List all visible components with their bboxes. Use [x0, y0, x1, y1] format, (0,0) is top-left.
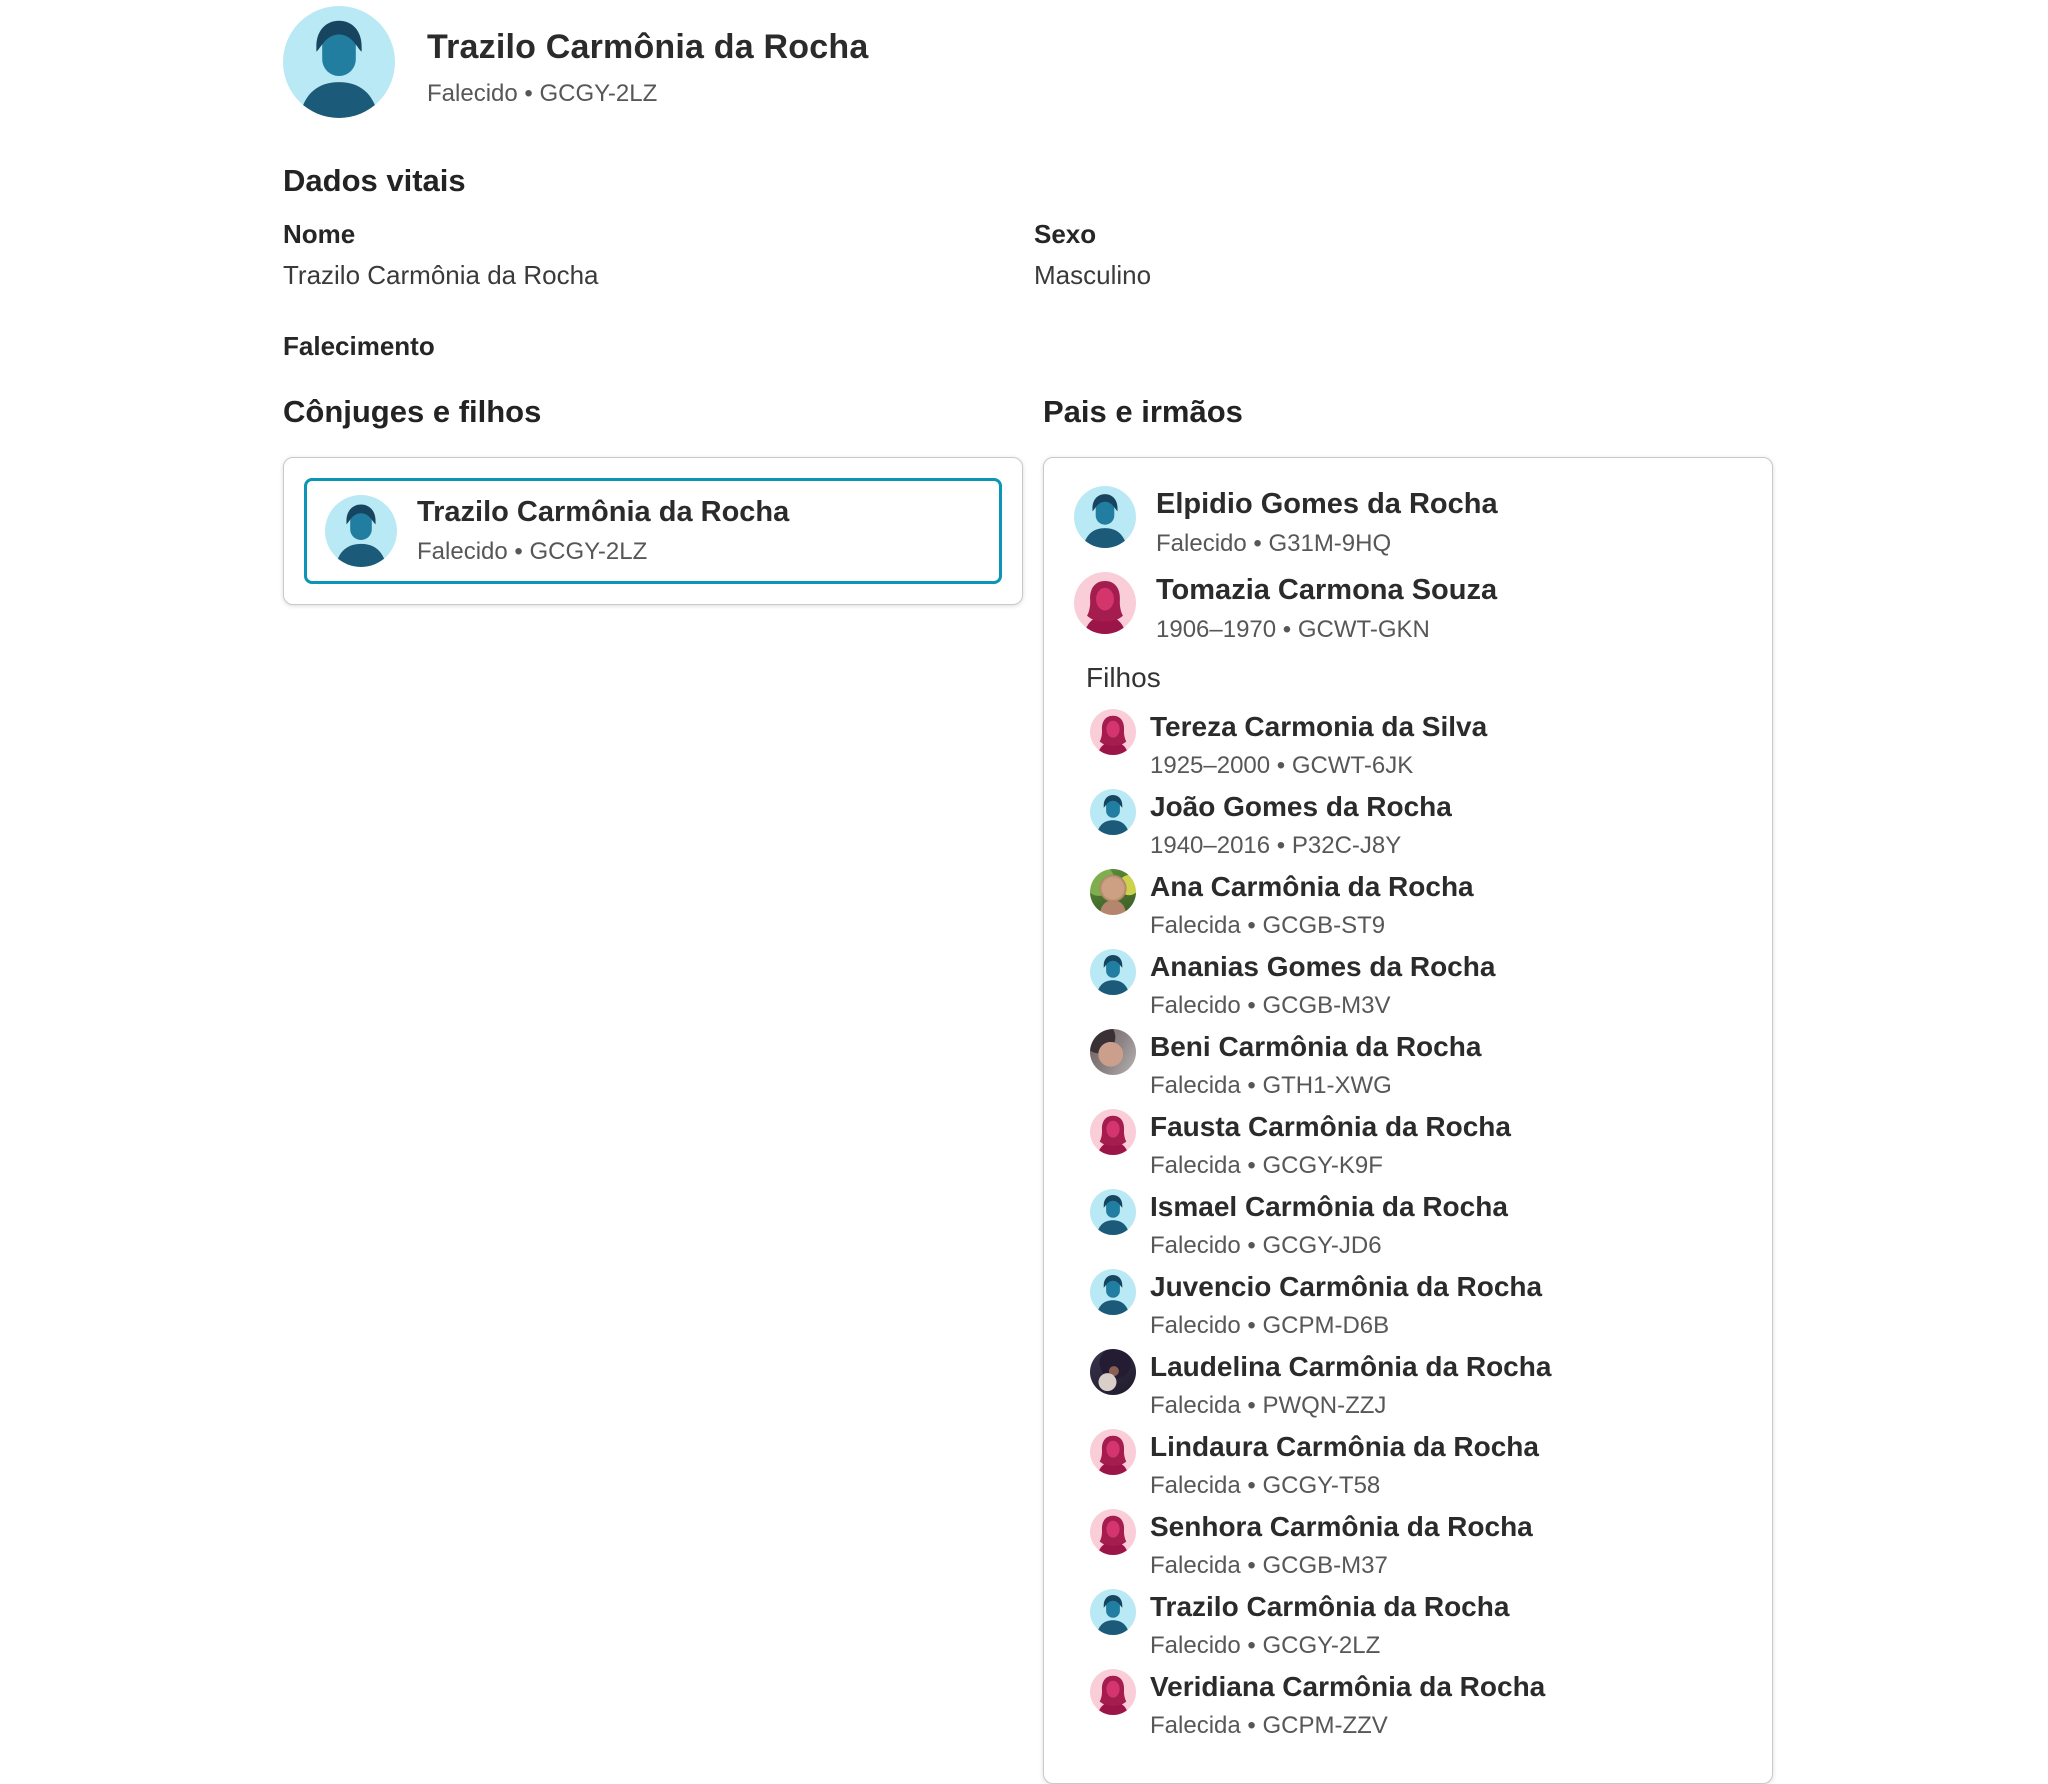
- person-row-text: [1150, 1269, 1542, 1340]
- family-columns: [283, 394, 1773, 1784]
- female-avatar-icon: [1090, 1509, 1136, 1555]
- selected-person-text: [417, 496, 789, 566]
- person-status-line: 1906–1970 • GCWT-GKN: [1156, 616, 1430, 643]
- person-name: Tereza Carmonia da Silva: [1150, 711, 1488, 742]
- person-row-text: [1150, 1509, 1533, 1580]
- person-row-text: [1150, 789, 1452, 860]
- vitals-name-field: [283, 219, 1034, 291]
- female-avatar-icon: [1090, 1669, 1136, 1715]
- family-heading: Pais e irmãos: [1043, 394, 1243, 429]
- person-row-text: [1156, 572, 1497, 644]
- person-row[interactable]: [1090, 1509, 1742, 1580]
- male-avatar-icon: [325, 495, 397, 567]
- photo-avatar: [1090, 1029, 1136, 1075]
- person-name: Elpidio Gomes da Rocha: [1156, 488, 1498, 520]
- person-row[interactable]: [1074, 572, 1742, 644]
- person-status-line: 1940–2016 • P32C-J8Y: [1150, 832, 1402, 859]
- children-list: [1074, 709, 1742, 1740]
- person-status-line: Falecido • GCGY-2LZ: [1150, 1632, 1381, 1659]
- person-status-line: Falecida • GCGY-T58: [1150, 1472, 1381, 1499]
- person-row-text: [1156, 486, 1498, 558]
- person-name: Trazilo Carmônia da Rocha: [427, 28, 869, 66]
- person-row[interactable]: [1090, 709, 1742, 780]
- female-avatar-icon: [1074, 572, 1136, 634]
- person-name: Trazilo Carmônia da Rocha: [417, 496, 790, 528]
- photo-avatar: [1090, 869, 1136, 915]
- person-row[interactable]: [1090, 1589, 1742, 1660]
- male-avatar-icon: [1090, 1189, 1136, 1235]
- male-avatar-icon: [1090, 949, 1136, 995]
- person-name: Veridiana Carmônia da Rocha: [1150, 1671, 1546, 1702]
- person-name: Beni Carmônia da Rocha: [1150, 1031, 1482, 1062]
- person-row-text: [1150, 949, 1495, 1020]
- person-name: Lindaura Carmônia da Rocha: [1150, 1431, 1539, 1462]
- person-name: Fausta Carmônia da Rocha: [1150, 1111, 1511, 1142]
- vitals-sex-field: [1034, 219, 1771, 291]
- children-heading: Filhos: [1086, 662, 1161, 693]
- name-label: Nome: [283, 219, 356, 249]
- vitals-section: [283, 163, 1771, 362]
- person-name: Laudelina Carmônia da Rocha: [1150, 1351, 1552, 1382]
- parents-siblings-column: [1043, 394, 1773, 1784]
- person-status-line: Falecido • GCPM-D6B: [1150, 1312, 1390, 1339]
- person-status-line: Falecida • PWQN-ZZJ: [1150, 1392, 1387, 1419]
- person-status-line: Falecido • GCGY-JD6: [1150, 1232, 1382, 1259]
- person-status-line: 1925–2000 • GCWT-6JK: [1150, 752, 1414, 779]
- person-row[interactable]: [1090, 1429, 1742, 1500]
- person-name: Trazilo Carmônia da Rocha: [1150, 1591, 1510, 1622]
- female-avatar-icon: [1090, 1109, 1136, 1155]
- person-name: Ana Carmônia da Rocha: [1150, 871, 1474, 902]
- spouses-column: [283, 394, 1023, 605]
- sex-label: Sexo: [1034, 219, 1097, 249]
- person-row-text: [1150, 1669, 1545, 1740]
- person-status-line: Falecido • GCGB-M3V: [1150, 992, 1391, 1019]
- selected-person-card[interactable]: [304, 478, 1002, 584]
- person-name: Ismael Carmônia da Rocha: [1150, 1191, 1508, 1222]
- person-name: Tomazia Carmona Souza: [1156, 574, 1498, 606]
- person-status-line: Falecida • GTH1-XWG: [1150, 1072, 1392, 1099]
- person-status-line: Falecido • GCGY-2LZ: [417, 538, 648, 565]
- person-row[interactable]: [1090, 869, 1742, 940]
- person-status-line: Falecida • GCPM-ZZV: [1150, 1712, 1388, 1739]
- person-row[interactable]: [1090, 1189, 1742, 1260]
- sex-value: Masculino: [1034, 260, 1152, 290]
- person-row[interactable]: [1090, 1349, 1742, 1420]
- person-row[interactable]: [1090, 949, 1742, 1020]
- person-status-line: Falecido • GCGY-2LZ: [427, 80, 658, 107]
- person-row[interactable]: [1090, 789, 1742, 860]
- person-name: Ananias Gomes da Rocha: [1150, 951, 1496, 982]
- vitals-death-field: [283, 331, 1771, 362]
- vitals-heading: Dados vitais: [283, 163, 466, 198]
- person-row[interactable]: [1090, 1269, 1742, 1340]
- spouses-heading: Cônjuges e filhos: [283, 394, 542, 429]
- spouses-card: [283, 457, 1023, 605]
- person-row-text: [1150, 1189, 1508, 1260]
- person-name: João Gomes da Rocha: [1150, 791, 1452, 822]
- name-value: Trazilo Carmônia da Rocha: [283, 260, 599, 290]
- profile-header-text: [427, 6, 868, 108]
- person-status-line: Falecido • G31M-9HQ: [1156, 530, 1392, 557]
- male-avatar-icon: [1074, 486, 1136, 548]
- person-row-text: [1150, 1109, 1511, 1180]
- person-row[interactable]: [1090, 1669, 1742, 1740]
- profile-header: [283, 6, 868, 118]
- female-avatar-icon: [1090, 1429, 1136, 1475]
- male-avatar-icon: [283, 6, 395, 118]
- person-row-text: [1150, 1349, 1551, 1420]
- vitals-grid: [283, 219, 1771, 291]
- person-status-line: Falecida • GCGY-K9F: [1150, 1152, 1383, 1179]
- person-row-text: [1150, 1029, 1481, 1100]
- photo-avatar: [1090, 1349, 1136, 1395]
- person-row[interactable]: [1090, 1029, 1742, 1100]
- parents-list: [1074, 486, 1742, 644]
- person-row[interactable]: [1074, 486, 1742, 558]
- person-row[interactable]: [1090, 1109, 1742, 1180]
- male-avatar-icon: [1090, 789, 1136, 835]
- death-label: Falecimento: [283, 331, 435, 361]
- person-status-line: Falecida • GCGB-ST9: [1150, 912, 1386, 939]
- female-avatar-icon: [1090, 709, 1136, 755]
- male-avatar-icon: [1090, 1269, 1136, 1315]
- person-row-text: [1150, 869, 1474, 940]
- person-name: Juvencio Carmônia da Rocha: [1150, 1271, 1543, 1302]
- person-status-line: Falecida • GCGB-M37: [1150, 1552, 1388, 1579]
- person-row-text: [1150, 709, 1487, 780]
- male-avatar-icon: [1090, 1589, 1136, 1635]
- family-card: [1043, 457, 1773, 1784]
- person-name: Senhora Carmônia da Rocha: [1150, 1511, 1533, 1542]
- person-row-text: [1150, 1429, 1539, 1500]
- person-row-text: [1150, 1589, 1509, 1660]
